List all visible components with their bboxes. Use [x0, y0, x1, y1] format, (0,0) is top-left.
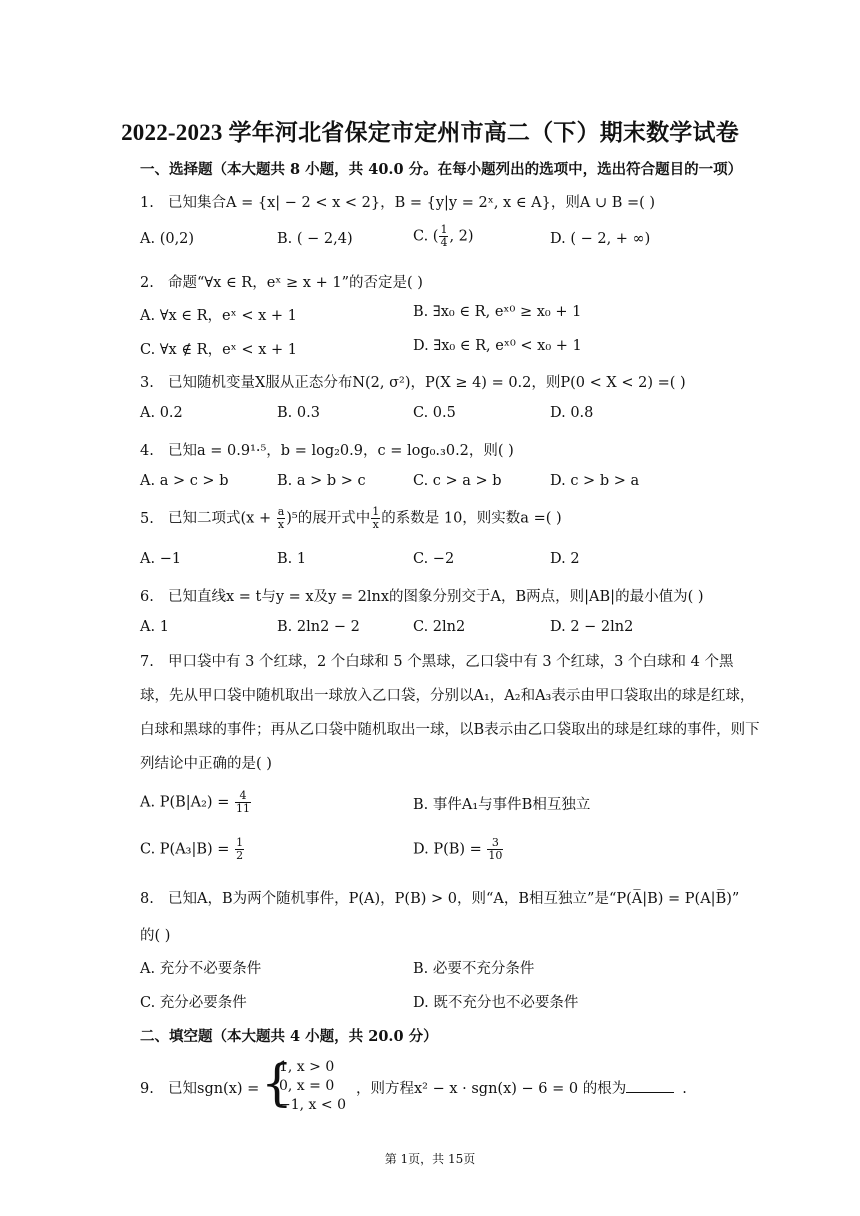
question-text: 已知A，B为两个随机事件，P(A)，P(B) > 0，则“A，B相互独立”是“P(A̅|B) = P(A|B̅)” [168, 891, 740, 907]
question-text: 已知a = 0.9¹·⁵，b = log₂0.9，c = log₀.₃0.2，则( ) [168, 443, 514, 459]
left-brace: { [261, 1054, 293, 1112]
q6-option-b: B. 2ln2 − 2 [277, 619, 360, 635]
fraction: $\frac{4}{11}$ [235, 789, 250, 815]
question-number: 3. [140, 375, 154, 391]
question-text: 已知直线x = t与y = x及y = 2lnx的图象分别交于A，B两点，则|AB|的最小值为( ) [168, 589, 704, 605]
question-2 [140, 271, 423, 292]
section-2-heading: 二、填空题（本大题共 4 小题，共 20.0 分） [140, 1028, 438, 1045]
q6-option-d: D. 2 − 2ln2 [550, 619, 634, 635]
q5-option-d: D. 2 [550, 551, 580, 567]
q6-option-c: C. 2ln2 [413, 619, 466, 635]
q6-option-a: A. 1 [140, 619, 169, 635]
q7-option-b: B. 事件A₁与事件B相互独立 [413, 797, 591, 813]
fraction: $\frac{1}{4}$ [440, 223, 448, 249]
q5-option-a: A. −1 [140, 551, 182, 567]
exam-title: 2022-2023 学年河北省保定市定州市高二（下）期末数学试卷 [121, 120, 739, 145]
question-text: 已知随机变量X服从正态分布N(2, σ²)，P(X ≥ 4) = 0.2，则P(0 < X < 2) =( ) [168, 375, 686, 391]
q8-option-b: B. 必要不充分条件 [413, 961, 535, 977]
q4-option-a: A. a > c > b [140, 473, 229, 489]
page-footer: 第 1页，共 15页 [384, 1152, 476, 1166]
q3-option-b: B. 0.3 [277, 405, 320, 421]
question-9: 9. 已知sgn(x) = [140, 1081, 260, 1097]
q1-option-b: B. ( − 2,4) [277, 231, 353, 247]
fraction: $\frac{a}{x}$ [277, 505, 285, 531]
question-8-continued: 的( ) [140, 928, 171, 944]
fraction: $\frac{1}{x}$ [372, 505, 380, 531]
question-number: 7. [140, 654, 154, 670]
q7-option-c: C. P(A₃|B) = $\frac{1}{2}$ [140, 836, 244, 862]
q2-option-b: B. ∃x₀ ∈ R, eˣ⁰ ≥ x₀ + 1 [413, 304, 582, 320]
answer-blank[interactable] [626, 1078, 674, 1093]
question-9-equation: ，则方程x² − x · sgn(x) − 6 = 0 的根为 . [356, 1077, 687, 1098]
q3-option-d: D. 0.8 [550, 405, 594, 421]
q3-option-a: A. 0.2 [140, 405, 183, 421]
section-1-heading: 一、选择题（本大题共 8 小题，共 40.0 分。在每小题列出的选项中，选出符合题目的一项） [140, 161, 743, 178]
question-4 [140, 439, 514, 460]
question-text: 命题“∀x ∈ R，eˣ ≥ x + 1”的否定是( ) [168, 275, 423, 291]
question-number: 5. [140, 510, 154, 527]
q2-option-c: C. ∀x ∉ R，eˣ < x + 1 [140, 342, 297, 358]
question-6 [140, 585, 704, 606]
q3-option-c: C. 0.5 [413, 405, 456, 421]
q4-option-b: B. a > b > c [277, 473, 366, 489]
q1-option-d: D. ( − 2, + ∞) [550, 231, 651, 247]
q8-option-c: C. 充分必要条件 [140, 995, 247, 1011]
question-number: 1. [140, 195, 154, 211]
q8-option-a: A. 充分不必要条件 [140, 961, 262, 977]
question-text: 甲口袋中有 3 个红球，2 个白球和 5 个黑球，乙口袋中有 3 个红球，3 个白球和 4 个黑球，先从甲口袋中随机取出一球放入乙口袋，分别以A₁，A₂和A₃表示由甲口袋取出的球是红球，白球和黑球的事件；再从乙口袋中随机取出一球，以B表示由乙口袋取出的球是红球的事件，则下列结论中正确的是( ) [140, 654, 760, 772]
q5-option-b: B. 1 [277, 551, 307, 567]
question-number: 9. [140, 1081, 154, 1097]
q7-option-a: A. P(B|A₂) = $\frac{4}{11}$ [140, 789, 250, 815]
question-7 [140, 645, 760, 781]
question-number: 6. [140, 589, 154, 605]
fraction: $\frac{3}{10}$ [488, 836, 503, 862]
q4-option-c: C. c > a > b [413, 473, 502, 489]
q8-option-d: D. 既不充分也不必要条件 [413, 995, 579, 1011]
question-number: 4. [140, 443, 154, 459]
q2-option-d: D. ∃x₀ ∈ R, eˣ⁰ < x₀ + 1 [413, 338, 582, 354]
piecewise-case: 1, x > 0 [279, 1059, 335, 1075]
q2-option-a: A. ∀x ∈ R，eˣ < x + 1 [140, 308, 297, 324]
q7-option-d: D. P(B) = $\frac{3}{10}$ [413, 836, 503, 862]
question-number: 2. [140, 275, 154, 291]
q4-option-d: D. c > b > a [550, 473, 640, 489]
q1-option-c: C. ( $\frac{1}{4}$ , 2) [413, 223, 474, 249]
fraction: $\frac{1}{2}$ [236, 836, 244, 862]
question-8 [140, 887, 739, 908]
question-text: 已知集合A = {x| − 2 < x < 2}，B = {y|y = 2ˣ, x ∈ A}，则A ∪ B =( ) [168, 195, 656, 211]
q1-option-a: A. (0,2) [140, 231, 195, 247]
question-5: 5. 已知二项式(x + $\frac{a}{x}$ )⁵的展开式中 $\frac{1}{x}$ 的系数是 10，则实数a =( ) [140, 505, 562, 531]
piecewise-case: −1, x < 0 [279, 1097, 346, 1113]
q5-option-c: C. −2 [413, 551, 455, 567]
question-number: 8. [140, 891, 154, 907]
question-3 [140, 371, 686, 392]
piecewise-case: 0, x = 0 [279, 1078, 335, 1094]
question-1 [140, 191, 655, 212]
